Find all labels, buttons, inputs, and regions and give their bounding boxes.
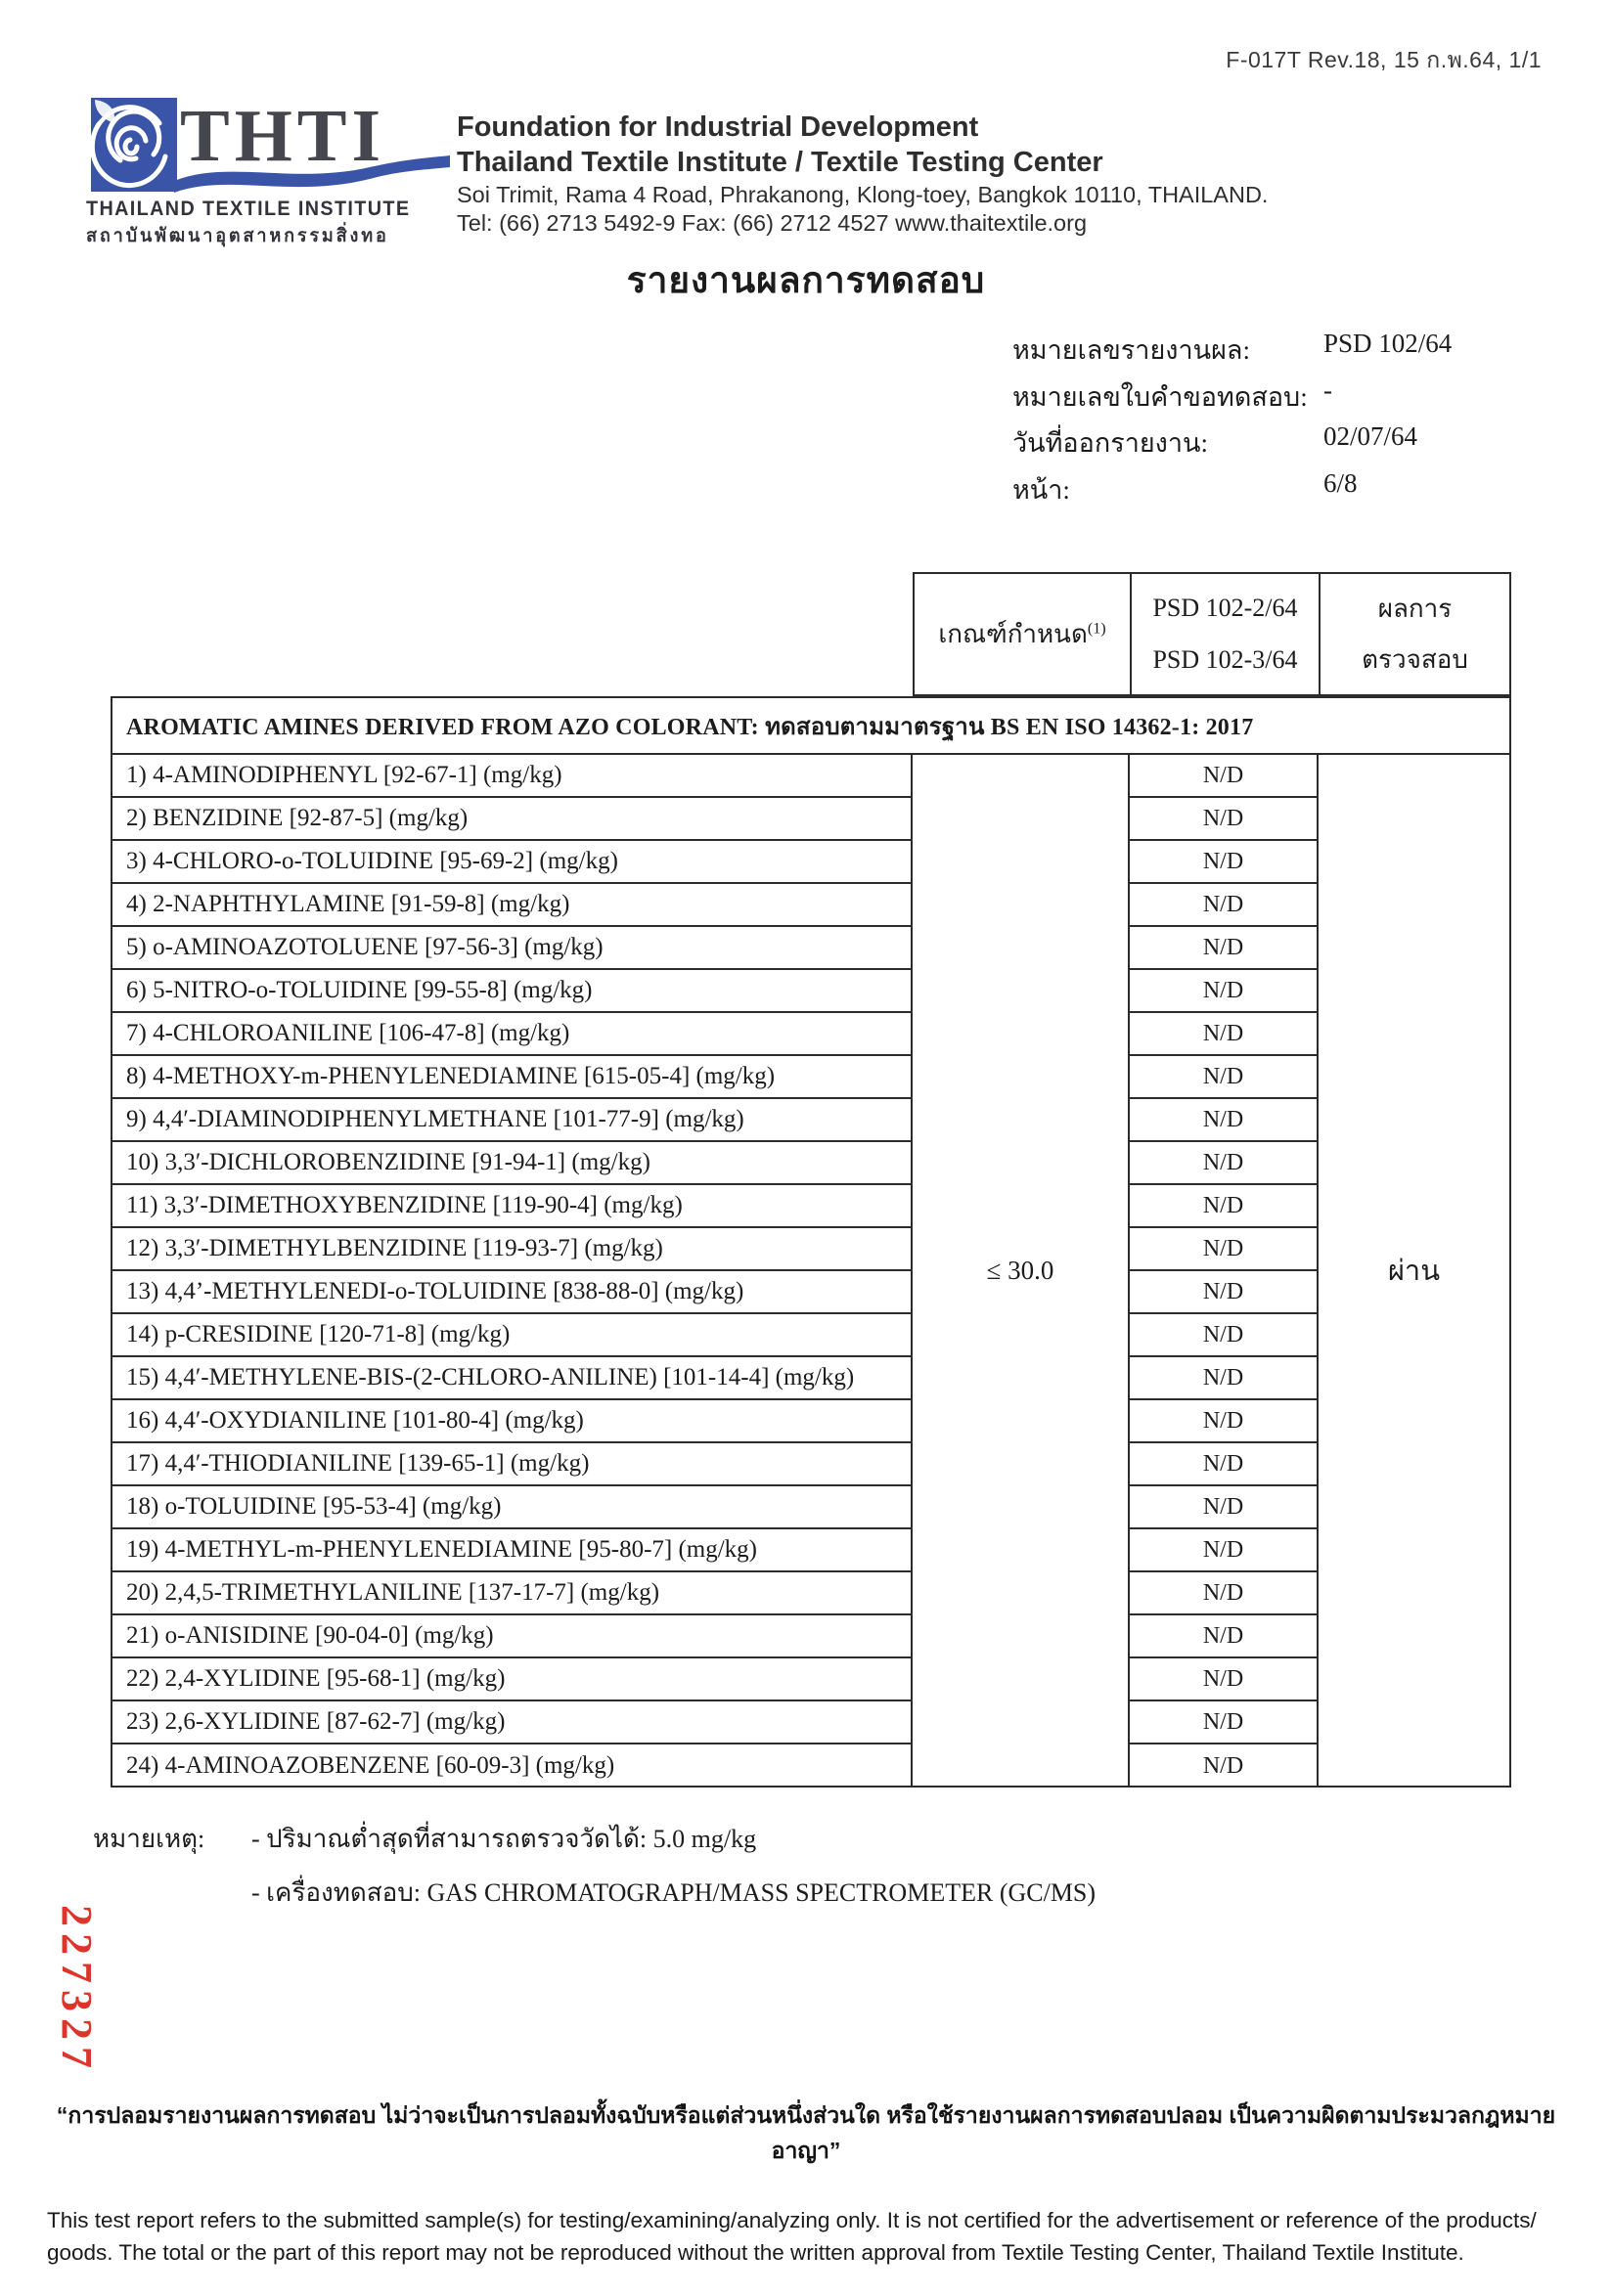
meta-label: หน้า: (1012, 475, 1070, 505)
table-row-chemical: 17) 4,4′-THIODIANILINE [139-65-1] (mg/kg) (112, 1443, 911, 1486)
logo-institute-name-th: สถาบันพัฒนาอุตสาหกรรมสิ่งทอ (86, 226, 389, 246)
table-row-chemical: 11) 3,3′-DIMETHOXYBENZIDINE [119-90-4] (mg/kg) (112, 1185, 911, 1228)
table-row-value: N/D (1130, 1400, 1317, 1443)
table-row-chemical: 16) 4,4′-OXYDIANILINE [101-80-4] (mg/kg) (112, 1400, 911, 1443)
table-section-title: AROMATIC AMINES DERIVED FROM AZO COLORANT: ทดสอบตามมาตรฐาน BS EN ISO 14362-1: 2017 (111, 696, 1511, 755)
page-title: รายงานผลการทดสอบ (626, 261, 986, 301)
table-row-value: N/D (1130, 1314, 1317, 1357)
table-row-chemical: 13) 4,4’-METHYLENEDI-o-TOLUIDINE [838-88-0] (mg/kg) (112, 1271, 911, 1314)
result-header-line1: ผลการ (1377, 595, 1453, 624)
table-row-value: N/D (1130, 927, 1317, 970)
table-row-value: N/D (1130, 884, 1317, 927)
forgery-disclaimer-th: “การปลอมรายงานผลการทดสอบ ไม่ว่าจะเป็นการปลอมทั้งฉบับหรือแต่ส่วนหนึ่งส่วนใด หรือใช้รายงานผลการทดสอบปลอม เป็นความผิดตามประมวลกฎหมายอาญา” (56, 2102, 1556, 2163)
form-reference: F-017T Rev.18, 15 ก.พ.64, 1/1 (1226, 47, 1542, 72)
footer-disclaimer-en (47, 2204, 1573, 2269)
meta-label: หมายเลขรายงานผล: (1012, 335, 1250, 365)
meta-page-number (1012, 468, 1521, 510)
table-row-chemical: 12) 3,3′-DIMETHYLBENZIDINE [119-93-7] (mg/kg) (112, 1228, 911, 1271)
table-row-chemical: 9) 4,4′-DIAMINODIPHENYLMETHANE [101-77-9] (mg/kg) (112, 1099, 911, 1142)
table-row-chemical: 4) 2-NAPHTHYLAMINE [91-59-8] (mg/kg) (112, 884, 911, 927)
table-row-value: N/D (1130, 1228, 1317, 1271)
table-row-value: N/D (1130, 1271, 1317, 1314)
table-row-value: N/D (1130, 798, 1317, 841)
meta-request-number (1012, 375, 1521, 418)
note-instrument: - เครื่องทดสอบ: GAS CHROMATOGRAPH/MASS SPECTROMETER (GC/MS) (251, 1878, 1097, 1907)
table-row-chemical: 7) 4-CHLOROANILINE [106-47-8] (mg/kg) (112, 1013, 911, 1056)
table-row-chemical: 20) 2,4,5-TRIMETHYLANILINE [137-17-7] (mg/kg) (112, 1572, 911, 1615)
org-contact: Tel: (66) 2713 5492-9 Fax: (66) 2712 4527 www.thaitextile.org (457, 210, 1088, 236)
table-row-chemical: 2) BENZIDINE [92-87-5] (mg/kg) (112, 798, 911, 841)
table-row-value: N/D (1130, 1185, 1317, 1228)
table-row-chemical: 18) o-TOLUIDINE [95-53-4] (mg/kg) (112, 1486, 911, 1529)
table-row-value: N/D (1130, 1572, 1317, 1615)
table-row-chemical: 8) 4-METHOXY-m-PHENYLENEDIAMINE [615-05-4] (mg/kg) (112, 1056, 911, 1099)
table-row-chemical: 10) 3,3′-DICHLOROBENZIDINE [91-94-1] (mg/kg) (112, 1142, 911, 1185)
table-row-value: N/D (1130, 970, 1317, 1013)
meta-label: วันที่ออกรายงาน: (1012, 428, 1208, 458)
value-column (1130, 755, 1319, 1788)
footer-line1: This test report refers to the submitted sample(s) for testing/examining/analyzing only. It is not certified for the advertisement or reference of the products/ (47, 2208, 1537, 2232)
org-name-line1: Foundation for Industrial Development (457, 111, 979, 143)
table-row-value: N/D (1130, 1701, 1317, 1744)
chemical-column (111, 755, 913, 1788)
table-row-value: N/D (1130, 1486, 1317, 1529)
meta-report-number (1012, 329, 1521, 371)
result-merged-cell: ผ่าน (1319, 755, 1511, 1788)
table-row-value: N/D (1130, 755, 1317, 798)
table-row-chemical: 14) p-CRESIDINE [120-71-8] (mg/kg) (112, 1314, 911, 1357)
criteria-header-text: เกณฑ์กำหนด$^{(1)}$ (938, 620, 1106, 648)
result-header-line2: ตรวจสอบ (1362, 644, 1468, 674)
table-row-chemical: 1) 4-AMINODIPHENYL [92-67-1] (mg/kg) (112, 755, 911, 798)
table-row-value: N/D (1130, 1056, 1317, 1099)
meta-value: 6/8 (1323, 468, 1358, 498)
logo-spiral-icon (91, 98, 177, 197)
table-row-value: N/D (1130, 1142, 1317, 1185)
org-name-line2: Thailand Textile Institute / Textile Testing Center (457, 147, 1103, 178)
table-row-chemical: 22) 2,4-XYLIDINE [95-68-1] (mg/kg) (112, 1658, 911, 1701)
table-row-chemical: 15) 4,4′-METHYLENE-BIS-(2-CHLORO-ANILINE) [101-14-4] (mg/kg) (112, 1357, 911, 1400)
table-header-row (913, 572, 1511, 696)
table-row-value: N/D (1130, 841, 1317, 884)
meta-value: PSD 102/64 (1323, 329, 1453, 358)
criteria-footnote-marker: (1) (1087, 620, 1106, 638)
table-row-chemical: 23) 2,6-XYLIDINE [87-62-7] (mg/kg) (112, 1701, 911, 1744)
meta-label: หมายเลขใบคำขอทดสอบ: (1012, 382, 1308, 412)
control-number-stamp: 227327 (53, 1905, 101, 2075)
table-row-chemical: 3) 4-CHLORO-o-TOLUIDINE [95-69-2] (mg/kg) (112, 841, 911, 884)
criteria-column-header (915, 574, 1132, 694)
thti-logo (86, 93, 411, 249)
table-row-value: N/D (1130, 1357, 1317, 1400)
logo-institute-name-en: THAILAND TEXTILE INSTITUTE (86, 197, 411, 220)
org-address: Soi Trimit, Rama 4 Road, Phrakanong, Klong-toey, Bangkok 10110, THAILAND. (457, 182, 1269, 207)
table-row-chemical: 24) 4-AMINOAZOBENZENE [60-09-3] (mg/kg) (126, 1752, 615, 1779)
table-row-chemical: 21) o-ANISIDINE [90-04-0] (mg/kg) (112, 1615, 911, 1658)
meta-value: - (1323, 375, 1332, 405)
footer-line2: goods. The total or the part of this report may not be reproduced without the written approval from Textile Testing Center, Thailand Textile Institute. (47, 2240, 1464, 2265)
sample-id-1: PSD 102-2/64 (1152, 593, 1298, 622)
logo-acronym: THTI (180, 95, 386, 177)
table-row-value: N/D (1130, 1013, 1317, 1056)
table-row-value: N/D (1130, 1099, 1317, 1142)
criteria-merged-cell: ≤ 30.0 (913, 755, 1130, 1788)
note-detection-limit: - ปริมาณต่ำสุดที่สามารถตรวจวัดได้: 5.0 mg/kg (251, 1825, 757, 1853)
table-row-value: N/D (1130, 1443, 1317, 1486)
meta-value: 02/07/64 (1323, 421, 1418, 451)
sample-id-2: PSD 102-3/64 (1152, 645, 1298, 675)
table-row-value: N/D (1130, 1529, 1317, 1572)
table-row-value: N/D (1202, 1752, 1244, 1779)
meta-issue-date (1012, 421, 1521, 464)
notes-label: หมายเหตุ: (93, 1825, 205, 1853)
table-row-chemical: 6) 5-NITRO-o-TOLUIDINE [99-55-8] (mg/kg) (112, 970, 911, 1013)
table-row-value: N/D (1130, 1615, 1317, 1658)
sample-column-header (1132, 574, 1321, 694)
result-column-header (1321, 574, 1509, 694)
table-row-chemical: 5) o-AMINOAZOTOLUENE [97-56-3] (mg/kg) (112, 927, 911, 970)
results-table (111, 572, 1511, 1788)
table-row-value: N/D (1130, 1658, 1317, 1701)
table-row-chemical: 19) 4-METHYL-m-PHENYLENEDIAMINE [95-80-7] (mg/kg) (112, 1529, 911, 1572)
